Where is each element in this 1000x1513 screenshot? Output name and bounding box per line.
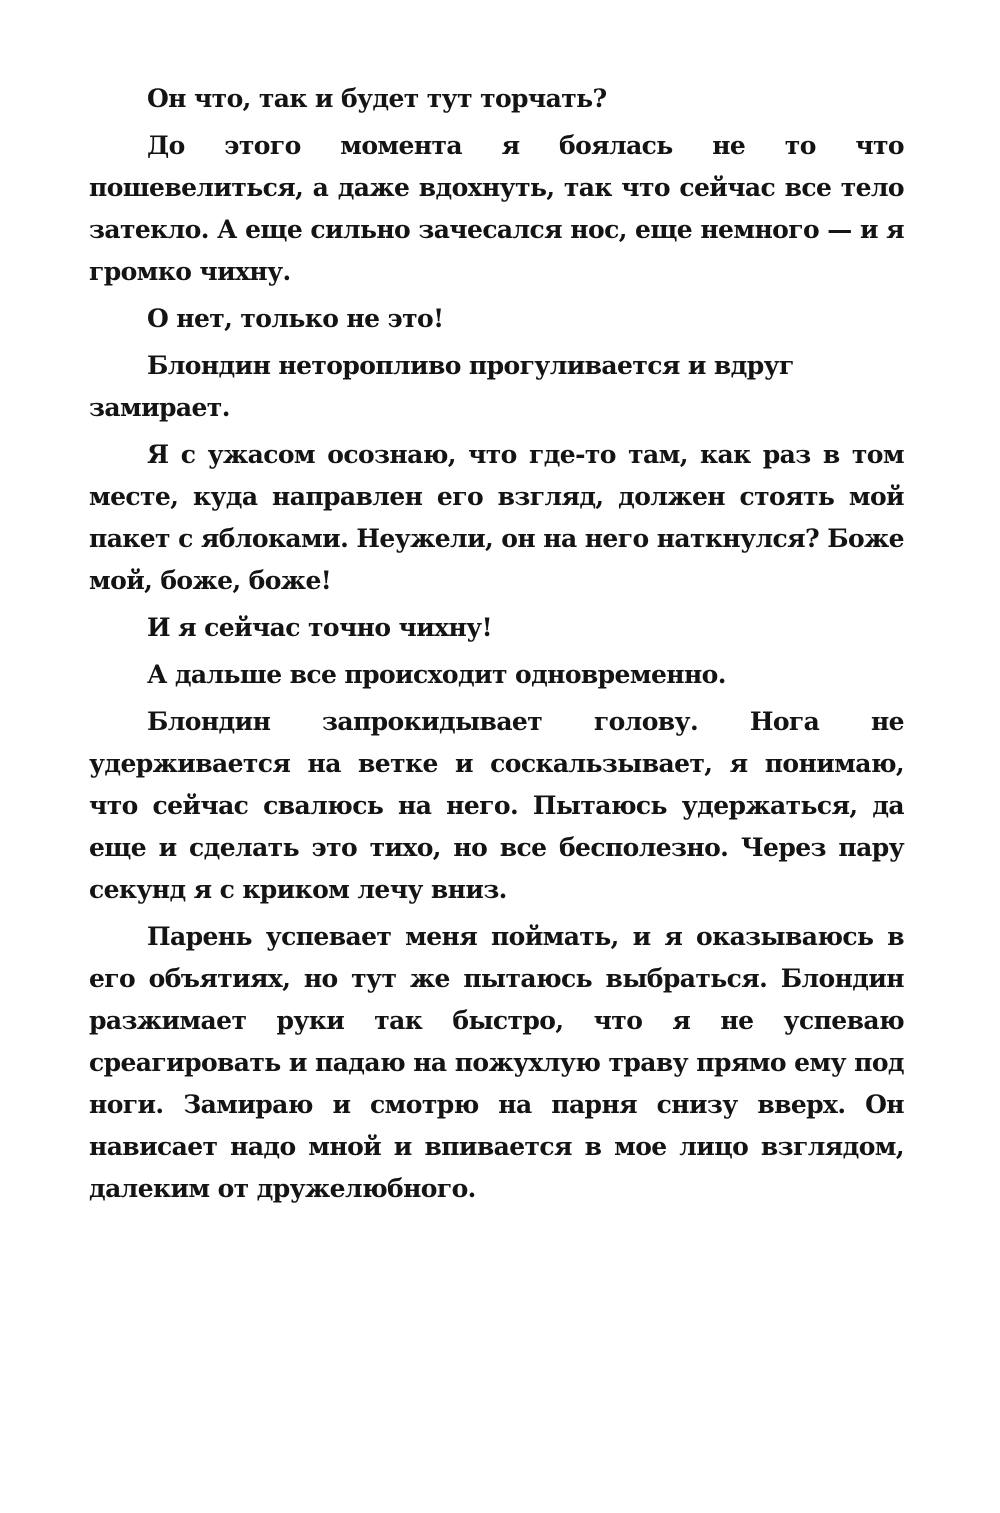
paragraph-5: Я с ужасом осознаю, что где-то там, как раз в том месте, куда направлен его взгляд, должен стоять мой пакет с яблоками. Неужели, он на него наткнулся? Боже мой, боже, боже! [89, 440, 904, 595]
paragraph-7: А дальше все происходит одновременно. [147, 660, 726, 689]
paragraph-1: Он что, так и будет тут торчать? [147, 84, 607, 113]
paragraph-2: До этого момента я боялась не то что пошевелиться, а даже вдохнуть, так что сейчас все тело затекло. А еще сильно зачесался нос, еще немного — и я громко чихну. [89, 131, 904, 286]
paragraph-4: Блондин неторопливо прогуливается и вдруг замирает. [89, 351, 794, 422]
paragraph-6: И я сейчас точно чихну! [147, 613, 492, 642]
page-text [89, 78, 904, 1215]
paragraph-9: Парень успевает меня поймать, и я оказываюсь в его объятиях, но тут же пытаюсь выбраться. Блондин разжимает руки так быстро, что я не успеваю среагировать и падаю на пожухлую траву прямо ему под ноги. Замираю и смотрю на парня снизу вверх. Он нависает надо мной и впивается в мое лицо взглядом, далеким от дружелюбного. [89, 922, 904, 1203]
paragraph-8: Блондин запрокидывает голову. Нога не удерживается на ветке и соскальзывает, я понимаю, что сейчас свалюсь на него. Пытаюсь удержаться, да еще и сделать это тихо, но все бесполезно. Через пару секунд я с криком лечу вниз. [89, 707, 904, 904]
paragraph-3: О нет, только не это! [147, 304, 444, 333]
